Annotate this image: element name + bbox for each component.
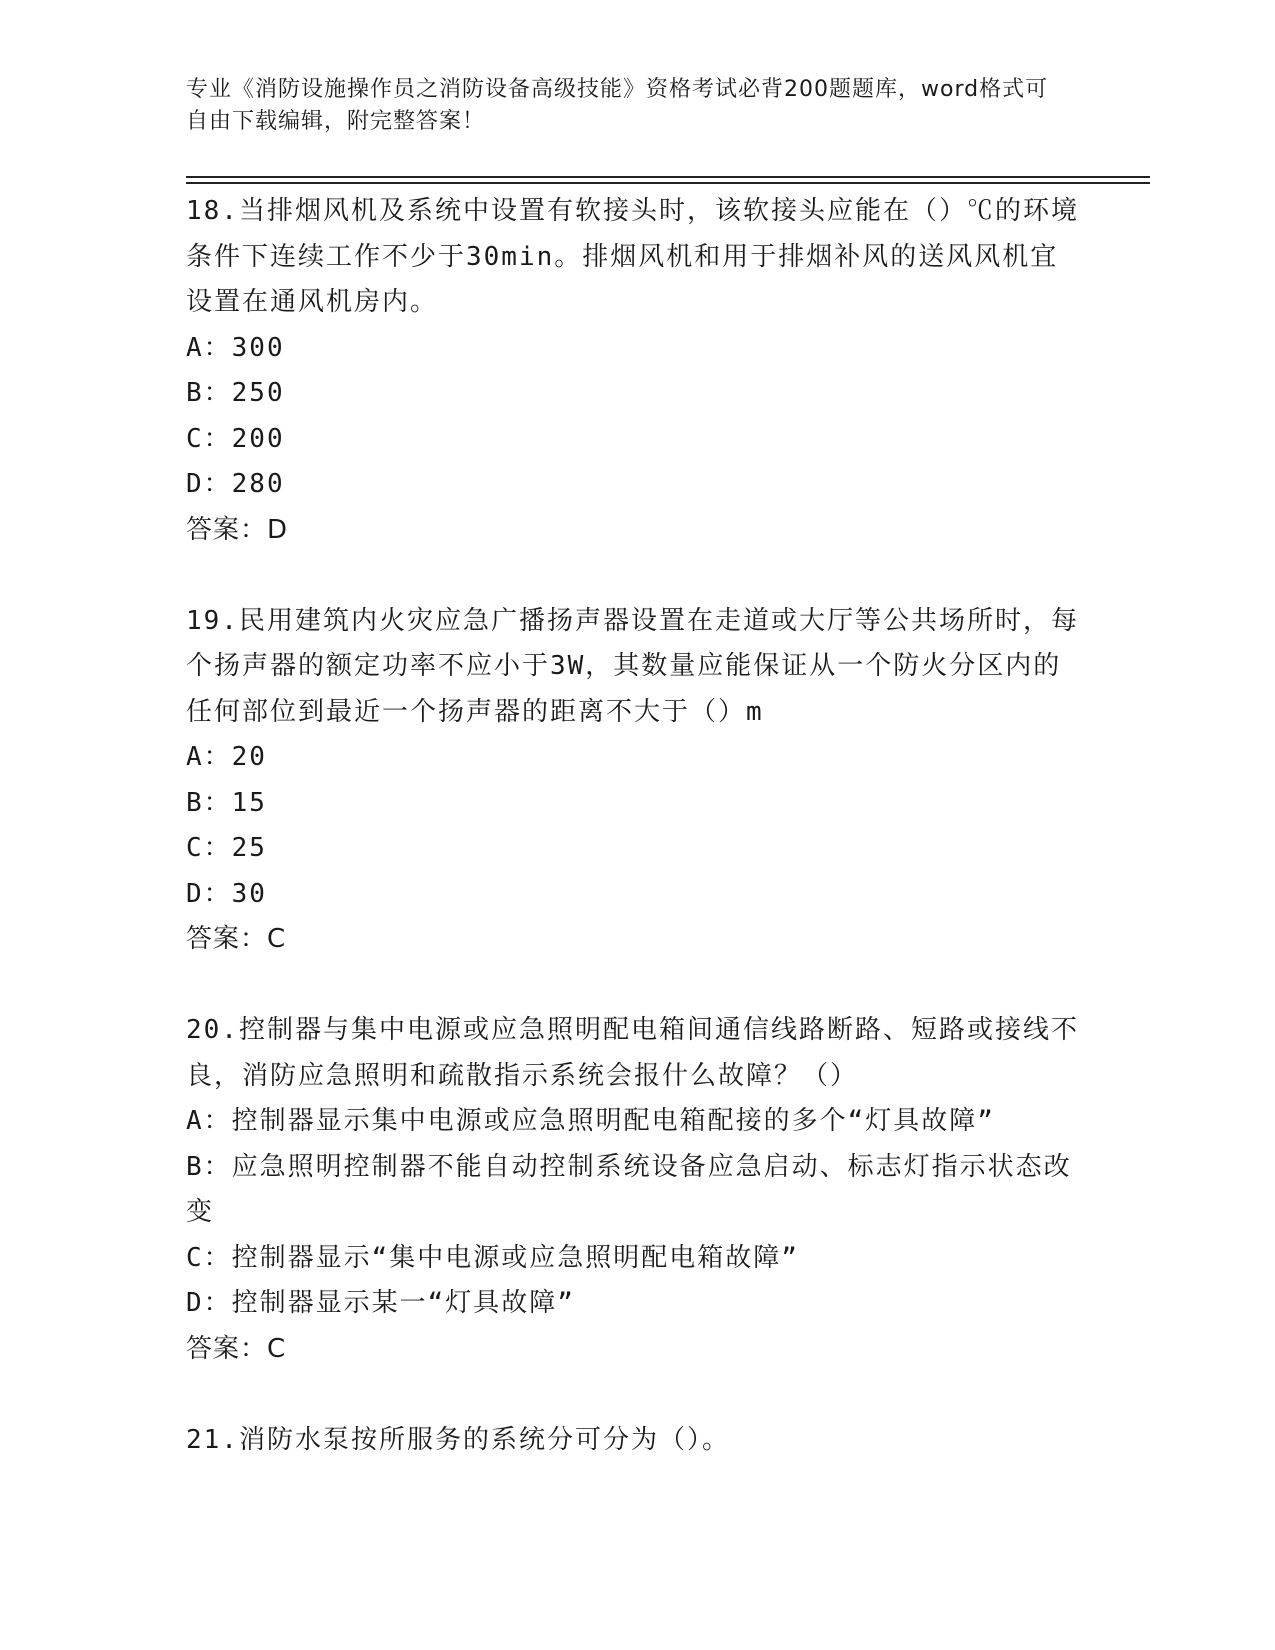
option-d: D：30 bbox=[186, 878, 267, 909]
document-header: 专业《消防设施操作员之消防设备高级技能》资格考试必背200题题库，word格式可自由下载编辑，附完整答案！ bbox=[186, 77, 1049, 134]
question-18 bbox=[186, 189, 1086, 553]
option-c: C：200 bbox=[186, 423, 285, 454]
option-a: A：控制器显示集中电源或应急照明配电箱配接的多个“灯具故障” bbox=[186, 1106, 995, 1136]
question-20 bbox=[186, 1008, 1086, 1372]
question-list bbox=[186, 189, 1086, 1509]
answer-line: 答案：C bbox=[186, 924, 287, 954]
question-21 bbox=[186, 1418, 1086, 1464]
answer-line: 答案：D bbox=[186, 514, 289, 545]
question-stem: 19.民用建筑内火灾应急广播扬声器设置在走道或大厅等公共场所时，每个扬声器的额定功率不应小于3W，其数量应能保证从一个防火分区内的任何部位到最近一个扬声器的距离不大于（）m bbox=[186, 605, 1079, 727]
option-d: D：280 bbox=[186, 469, 285, 499]
option-a: A：20 bbox=[186, 742, 267, 772]
option-d: D：控制器显示某一“灯具故障” bbox=[186, 1288, 575, 1318]
header-divider-bottom bbox=[186, 182, 1150, 184]
question-stem: 21.消防水泵按所服务的系统分可分为（）。 bbox=[186, 1424, 730, 1455]
option-c: C：25 bbox=[186, 833, 267, 863]
question-stem: 18.当排烟风机及系统中设置有软接头时，该软接头应能在（）℃的环境条件下连续工作不少于30min。排烟风机和用于排烟补风的送风风机宜设置在通风机房内。 bbox=[186, 196, 1079, 317]
answer-line: 答案：C bbox=[186, 1333, 287, 1364]
option-c: C：控制器显示“集中电源或应急照明配电箱故障” bbox=[186, 1242, 799, 1273]
question-stem: 20.控制器与集中电源或应急照明配电箱间通信线路断路、短路或接线不良，消防应急照明和疏散指示系统会报什么故障？（） bbox=[186, 1015, 1079, 1091]
option-b: B：250 bbox=[186, 378, 285, 408]
option-b: B：15 bbox=[186, 787, 267, 818]
header-divider-top bbox=[186, 176, 1150, 178]
question-19 bbox=[186, 599, 1086, 963]
option-b: B：应急照明控制器不能自动控制系统设备应急启动、标志灯指示状态改变 bbox=[186, 1151, 1072, 1227]
option-a: A：300 bbox=[186, 332, 285, 363]
